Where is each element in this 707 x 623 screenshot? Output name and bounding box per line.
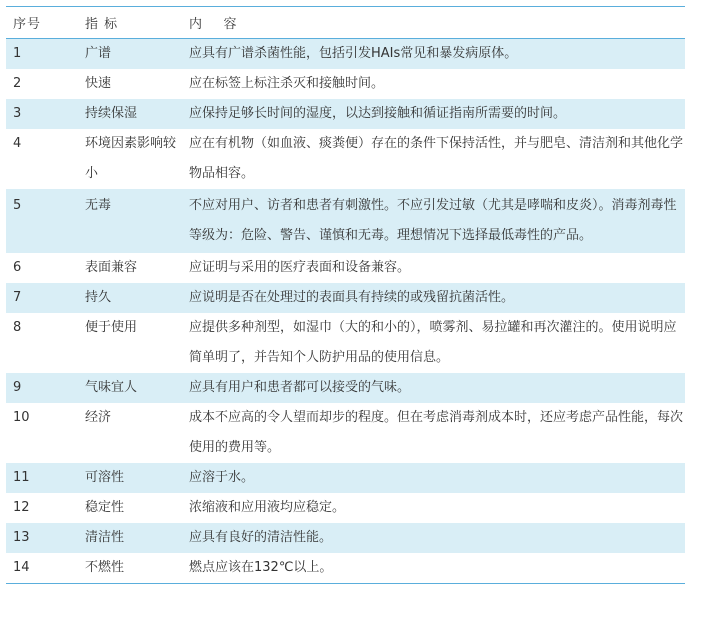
row-content: 应在标签上标注杀灭和接触时间。 <box>189 76 385 91</box>
row-indicator: 环境因素影响较小 <box>85 136 177 181</box>
disinfectant-criteria-table-wrapper <box>6 6 685 584</box>
row-indicator: 持久 <box>85 290 112 305</box>
table-row <box>6 523 685 553</box>
header-content: 内 容 <box>189 17 238 32</box>
row-number: 1 <box>13 46 22 61</box>
table-header <box>6 7 685 39</box>
row-content: 浓缩液和应用液均应稳定。 <box>189 500 346 515</box>
header-indicator: 指 标 <box>85 17 119 32</box>
row-content: 应具有广谱杀菌性能，包括引发HAIs常见和暴发病原体。 <box>189 46 518 61</box>
row-indicator: 气味宜人 <box>85 380 138 395</box>
table-row <box>6 403 685 463</box>
table-row <box>6 129 685 189</box>
table-row <box>6 373 685 403</box>
row-indicator: 稳定性 <box>85 500 125 515</box>
row-indicator: 快速 <box>85 76 112 91</box>
row-number: 5 <box>13 198 22 213</box>
row-content: 成本不应高的令人望而却步的程度。但在考虑消毒剂成本时，还应考虑产品性能，每次使用的费用等。 <box>189 410 684 455</box>
disinfectant-criteria-table <box>6 6 685 584</box>
table-row <box>6 99 685 129</box>
row-indicator: 不燃性 <box>85 560 125 575</box>
table-row <box>6 189 685 253</box>
row-indicator: 表面兼容 <box>85 260 138 275</box>
table-body <box>6 39 685 584</box>
row-number: 7 <box>13 290 22 305</box>
row-number: 10 <box>13 410 30 425</box>
row-indicator: 便于使用 <box>85 320 138 335</box>
row-number: 9 <box>13 380 22 395</box>
row-content: 应说明是否在处理过的表面具有持续的或残留抗菌活性。 <box>189 290 515 305</box>
row-indicator: 广谱 <box>85 46 112 61</box>
table-header-row <box>6 7 685 39</box>
row-content: 应具有良好的清洁性能。 <box>189 530 333 545</box>
row-content: 应溶于水。 <box>189 470 255 485</box>
table-row <box>6 39 685 70</box>
row-number: 8 <box>13 320 22 335</box>
row-content: 应证明与采用的医疗表面和设备兼容。 <box>189 260 411 275</box>
row-number: 2 <box>13 76 22 91</box>
row-content: 应提供多种剂型，如湿巾（大的和小的），喷雾剂、易拉罐和再次灌注的。使用说明应简单明了，并告知个人防护用品的使用信息。 <box>189 320 677 365</box>
row-content: 应在有机物（如血液、痰粪便）存在的条件下保持活性，并与肥皂、清洁剂和其他化学物品相容。 <box>189 136 684 181</box>
row-indicator: 持续保湿 <box>85 106 138 121</box>
row-number: 14 <box>13 560 30 575</box>
header-number: 序号 <box>13 17 42 32</box>
table-row <box>6 313 685 373</box>
row-content: 不应对用户、访者和患者有刺激性。不应引发过敏（尤其是哮喘和皮炎）。消毒剂毒性等级为：危险、警告、谨慎和无毒。理想情况下选择最低毒性的产品。 <box>189 198 677 243</box>
table-row <box>6 463 685 493</box>
row-indicator: 无毒 <box>85 198 112 213</box>
row-indicator: 清洁性 <box>85 530 125 545</box>
row-number: 11 <box>13 470 30 485</box>
table-row <box>6 493 685 523</box>
table-row <box>6 283 685 313</box>
row-content: 燃点应该在132℃以上。 <box>189 560 333 575</box>
table-row <box>6 69 685 99</box>
row-number: 3 <box>13 106 22 121</box>
row-indicator: 经济 <box>85 410 112 425</box>
row-number: 12 <box>13 500 30 515</box>
row-content: 应保持足够长时间的湿度，以达到接触和循证指南所需要的时间。 <box>189 106 567 121</box>
row-content: 应具有用户和患者都可以接受的气味。 <box>189 380 411 395</box>
row-number: 6 <box>13 260 22 275</box>
row-number: 13 <box>13 530 30 545</box>
row-indicator: 可溶性 <box>85 470 125 485</box>
row-number: 4 <box>13 136 22 151</box>
table-row <box>6 553 685 584</box>
table-row <box>6 253 685 283</box>
